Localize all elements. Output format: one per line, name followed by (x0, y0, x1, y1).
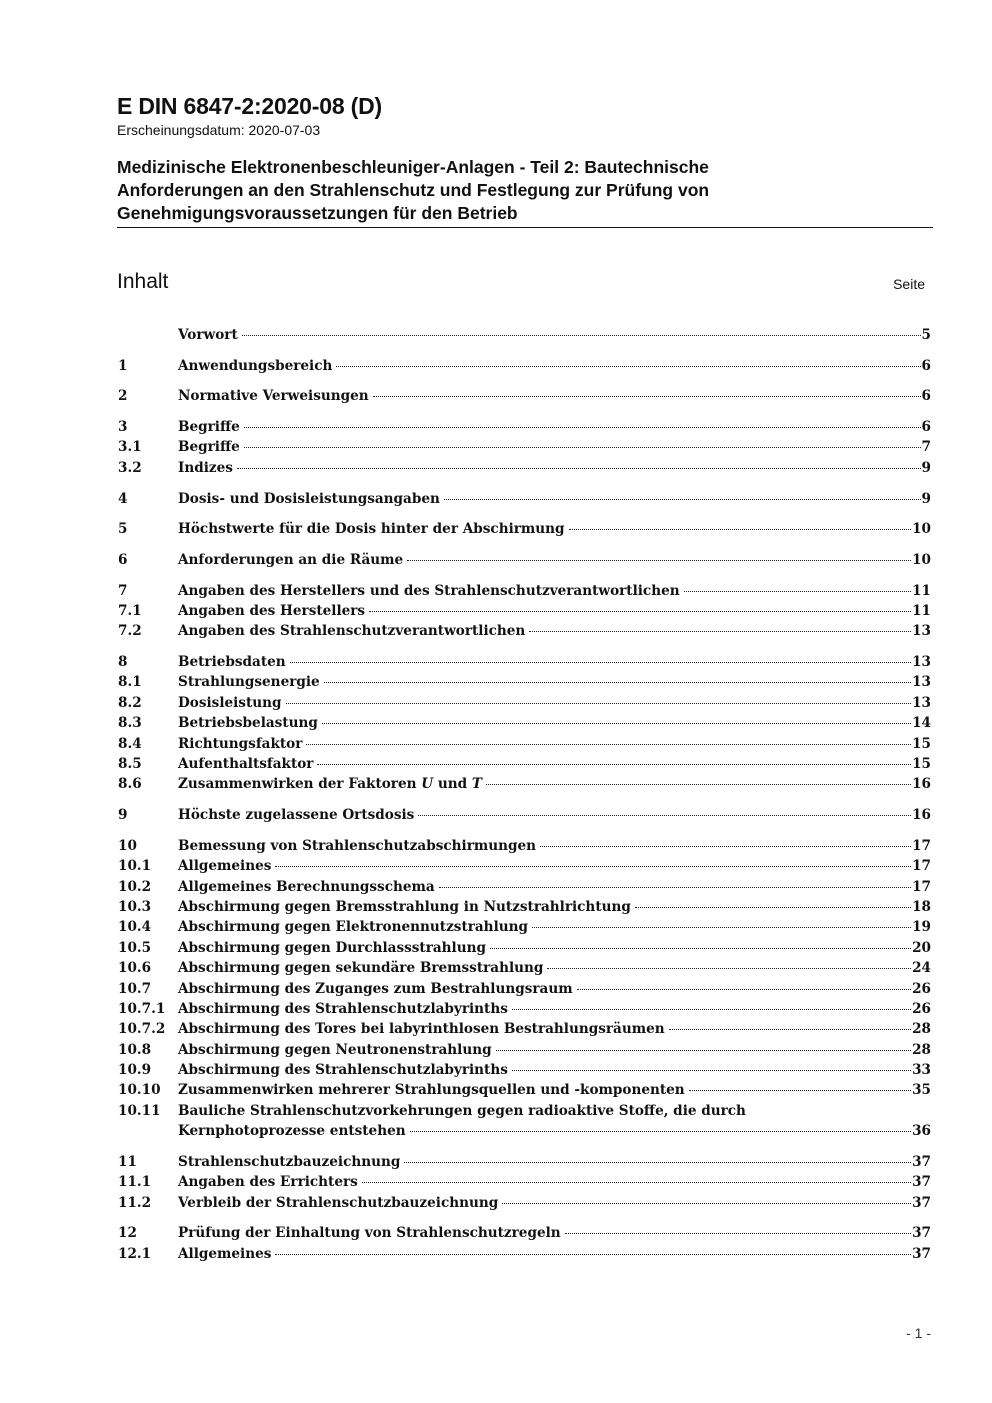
toc-entry-line (178, 652, 931, 672)
toc-entry-number: 10.6 (118, 960, 152, 977)
toc-entry-line (178, 1193, 931, 1213)
toc-entry-line (178, 1080, 931, 1100)
toc-entry[interactable] (117, 1019, 931, 1039)
toc-entry-label: Dosisleistung (178, 694, 282, 711)
toc-entry-number: 6 (118, 551, 128, 568)
dot-leader (689, 1089, 911, 1091)
toc-entry-number: 7.2 (118, 623, 142, 640)
toc-entry-number: 9 (118, 807, 128, 824)
toc-entry-page: 37 (912, 1245, 931, 1262)
toc-entry[interactable] (117, 938, 931, 958)
toc-entry-page: 13 (912, 674, 931, 691)
toc-entry-label: Angaben des Strahlenschutzverantwortlichen (178, 623, 526, 640)
dot-leader (362, 1181, 911, 1183)
toc-entry-page: 17 (912, 858, 931, 875)
toc-entry-label: Abschirmung des Tores bei labyrinthlosen Bestrahlungsräumen (178, 1021, 665, 1038)
toc-entry-label: Strahlungsenergie (178, 674, 320, 691)
toc-entry-line (178, 999, 931, 1019)
toc-entry[interactable] (117, 672, 931, 692)
toc-entry-label: Anwendungsbereich (178, 357, 333, 374)
toc-entry-number: 10.10 (118, 1082, 161, 1099)
dot-leader (418, 814, 911, 816)
document-id: E DIN 6847-2:2020-08 (D) (117, 93, 382, 119)
toc-entry-number: 7 (118, 582, 128, 599)
toc-entry-line (178, 877, 931, 897)
toc-entry-number: 8.1 (118, 674, 142, 691)
toc-entry-number: 8.3 (118, 715, 142, 732)
dot-leader (486, 783, 911, 785)
toc-entry-label: Betriebsdaten (178, 654, 286, 671)
toc-entry-line (178, 754, 931, 774)
toc-entry[interactable] (117, 1152, 931, 1172)
toc-entry-line (178, 621, 931, 641)
dot-leader (404, 1161, 911, 1163)
toc-entry-label: Begriffe (178, 439, 240, 456)
toc-entry-number: 11.2 (118, 1194, 152, 1211)
dot-leader (532, 926, 911, 928)
dot-leader (502, 1202, 911, 1204)
dot-leader (317, 763, 911, 765)
toc-entry[interactable] (117, 437, 931, 457)
toc-entry[interactable] (117, 581, 931, 601)
toc-entry[interactable] (117, 693, 931, 713)
toc-entry-number: 8 (118, 654, 128, 671)
toc-entry[interactable] (117, 774, 931, 794)
toc-entry-line (178, 734, 931, 754)
toc-entry-number: 8.6 (118, 776, 142, 793)
publication-date: Erscheinungsdatum: 2020-07-03 (117, 122, 321, 138)
toc-entry-number: 8.5 (118, 756, 142, 773)
dot-leader (635, 906, 911, 908)
dot-leader (322, 722, 911, 724)
toc-entry-label: Zusammenwirken der Faktoren U und T (178, 776, 482, 793)
table-of-contents (117, 325, 931, 1264)
document-title (117, 156, 933, 228)
toc-entry-page: 35 (912, 1082, 931, 1099)
toc-entry-page: 13 (912, 694, 931, 711)
dot-leader (244, 446, 921, 448)
toc-entry-line (178, 1040, 931, 1060)
toc-entry-line (178, 1244, 931, 1264)
toc-entry[interactable] (117, 621, 931, 641)
toc-entry-line (178, 856, 931, 876)
toc-entry-page: 19 (912, 919, 931, 936)
toc-entry-page: 13 (912, 623, 931, 640)
toc-entry-label: Anforderungen an die Räume (178, 551, 404, 568)
toc-entry-number: 8.4 (118, 735, 142, 752)
toc-entry-page: 11 (912, 582, 931, 599)
toc-entry-line (178, 489, 931, 509)
toc-entry-line (178, 581, 931, 601)
toc-entry-line (178, 1060, 931, 1080)
dot-leader (529, 630, 911, 632)
toc-entry-page: 11 (912, 602, 931, 619)
toc-entry-label: Verbleib der Strahlenschutzbauzeichnung (178, 1194, 499, 1211)
toc-entry-number: 10.11 (118, 1102, 161, 1119)
dot-leader (512, 1008, 911, 1010)
dot-leader (244, 426, 921, 428)
toc-entry-number: 3.2 (118, 459, 142, 476)
dot-leader (306, 743, 911, 745)
dot-leader (275, 1253, 911, 1255)
toc-entry-label: Allgemeines (178, 858, 272, 875)
dot-leader (577, 988, 911, 990)
toc-entry[interactable] (117, 836, 931, 856)
toc-entry-label: Höchstwerte für die Dosis hinter der Abschirmung (178, 521, 565, 538)
toc-entry-number: 10.7.1 (118, 1000, 166, 1017)
toc-entry-page: 36 (912, 1123, 931, 1140)
toc-entry[interactable] (117, 754, 931, 774)
toc-entry[interactable] (117, 979, 931, 999)
toc-entry-line (178, 897, 931, 917)
toc-entry[interactable] (117, 856, 931, 876)
title-line: Genehmigungsvoraussetzungen für den Betrieb (117, 203, 518, 223)
toc-entry-label: Abschirmung des Strahlenschutzlabyrinths (178, 1000, 508, 1017)
toc-entry-line (178, 1152, 931, 1172)
toc-entry-number: 10.7 (118, 980, 152, 997)
toc-entry[interactable] (117, 458, 931, 478)
toc-entry[interactable] (117, 1244, 931, 1264)
dot-leader (290, 661, 911, 663)
toc-entry-line (178, 458, 931, 478)
toc-entry-page: 7 (921, 439, 931, 456)
dot-leader (237, 467, 921, 469)
toc-entry[interactable] (117, 519, 931, 539)
toc-entry[interactable] (117, 958, 931, 978)
toc-entry-number: 10.1 (118, 858, 152, 875)
toc-entry-number: 10.2 (118, 878, 152, 895)
toc-entry[interactable] (117, 1193, 931, 1213)
toc-entry-label: Aufenthaltsfaktor (178, 756, 314, 773)
toc-entry[interactable] (117, 713, 931, 733)
toc-entry-label: Vorwort (178, 327, 238, 343)
toc-entry-label: Allgemeines Berechnungsschema (178, 878, 435, 895)
dot-leader (569, 528, 912, 530)
toc-entry-number: 1 (118, 357, 128, 374)
dot-leader (444, 498, 921, 500)
dot-leader (496, 1049, 911, 1051)
title-line: Medizinische Elektronenbeschleuniger-Anlagen - Teil 2: Bautechnische (117, 157, 709, 177)
toc-entry-number: 10.3 (118, 898, 152, 915)
dot-leader (512, 1069, 911, 1071)
toc-entry-line (178, 386, 931, 406)
toc-entry-number: 10.9 (118, 1062, 152, 1079)
dot-leader (669, 1028, 911, 1030)
dot-leader (369, 610, 911, 612)
page-column-label: Seite (893, 276, 925, 292)
contents-heading: Inhalt (117, 270, 169, 293)
toc-entry-label: Allgemeines (178, 1245, 272, 1262)
dot-leader (684, 590, 911, 592)
toc-entry[interactable] (117, 1040, 931, 1060)
toc-entry[interactable] (117, 999, 931, 1019)
toc-entry-label: Abschirmung des Zuganges zum Bestrahlungsraum (178, 980, 573, 997)
toc-entry-line (178, 672, 931, 692)
toc-entry-page: 33 (912, 1062, 931, 1079)
toc-entry-page: 6 (921, 357, 931, 374)
toc-entry-number: 8.2 (118, 694, 142, 711)
toc-entry-number: 11 (118, 1153, 137, 1170)
toc-entry[interactable] (117, 417, 931, 437)
toc-entry-line (178, 1019, 931, 1039)
toc-entry-line (178, 938, 931, 958)
toc-entry-number: 2 (118, 388, 128, 405)
toc-entry-number: 10 (118, 837, 137, 854)
toc-entry-line (178, 417, 931, 437)
toc-entry-page: 9 (921, 459, 931, 476)
toc-entry-page: 37 (912, 1153, 931, 1170)
toc-entry[interactable] (117, 386, 931, 406)
dot-leader (439, 886, 911, 888)
dot-leader (275, 865, 911, 867)
toc-entry[interactable] (117, 917, 931, 937)
toc-entry-page: 6 (921, 419, 931, 436)
toc-entry-label: Abschirmung gegen Neutronenstrahlung (178, 1041, 492, 1058)
toc-entry-label: Bemessung von Strahlenschutzabschirmungen (178, 837, 537, 854)
toc-entry-page: 26 (912, 980, 931, 997)
toc-entry-line (178, 437, 931, 457)
toc-entry-label: Betriebsbelastung (178, 715, 318, 732)
toc-entry-page: 16 (912, 776, 931, 793)
toc-entry-line (178, 1121, 931, 1141)
toc-entry-label: Höchste zugelassene Ortsdosis (178, 807, 415, 824)
dot-leader (565, 1232, 911, 1234)
toc-entry[interactable] (117, 877, 931, 897)
toc-entry-label: Indizes (178, 459, 233, 476)
toc-entry-label: Begriffe (178, 419, 240, 436)
toc-entry[interactable] (117, 652, 931, 672)
toc-entry-line (178, 550, 931, 570)
toc-entry-number: 7.1 (118, 602, 142, 619)
toc-entry-number: 5 (118, 521, 128, 538)
toc-entry-page: 17 (912, 837, 931, 854)
dot-leader (540, 845, 911, 847)
toc-entry[interactable] (117, 356, 931, 376)
toc-entry-number: 12 (118, 1225, 137, 1242)
toc-entry[interactable] (117, 1223, 931, 1243)
toc-entry-page: 37 (912, 1225, 931, 1242)
toc-entry-line (178, 774, 931, 794)
toc-entry-line (178, 917, 931, 937)
toc-entry-line (178, 519, 931, 539)
toc-entry-page: 37 (912, 1194, 931, 1211)
toc-entry-label: Prüfung der Einhaltung von Strahlenschutzregeln (178, 1225, 561, 1242)
toc-entry-number: 4 (118, 490, 128, 507)
toc-entry-label: Richtungsfaktor (178, 735, 303, 752)
toc-entry[interactable] (117, 734, 931, 754)
contents-header (117, 268, 925, 298)
toc-entry-page: 26 (912, 1000, 931, 1017)
toc-entry-label: Bauliche Strahlenschutzvorkehrungen gegen radioaktive Stoffe, die durch (178, 1102, 746, 1119)
dot-leader (410, 1130, 911, 1132)
dot-leader (373, 395, 921, 397)
dot-leader (547, 967, 911, 969)
toc-entry[interactable] (117, 1060, 931, 1080)
toc-entry[interactable] (117, 325, 931, 345)
toc-entry-number: 10.8 (118, 1041, 152, 1058)
title-line: Anforderungen an den Strahlenschutz und Festlegung zur Prüfung von (117, 180, 710, 200)
toc-entry[interactable] (117, 1101, 931, 1121)
dot-leader (242, 334, 921, 336)
toc-entry-page: 14 (912, 715, 931, 732)
toc-entry-number: 11.1 (118, 1174, 152, 1191)
toc-entry-page: 5 (921, 327, 931, 343)
toc-entry-label: Abschirmung gegen Elektronennutzstrahlung (178, 919, 529, 936)
toc-entry-label: Abschirmung gegen Bremsstrahlung in Nutzstrahlrichtung (178, 898, 631, 915)
toc-entry-line (178, 1101, 931, 1121)
toc-entry-label: Angaben des Errichters (178, 1174, 358, 1191)
toc-entry[interactable] (117, 601, 931, 621)
toc-entry-page: 24 (912, 960, 931, 977)
toc-entry-label-continued: Kernphotoprozesse entstehen (178, 1123, 406, 1140)
toc-entry-label: Abschirmung des Strahlenschutzlabyrinths (178, 1062, 508, 1079)
toc-entry-line (178, 356, 931, 376)
toc-entry-line (178, 836, 931, 856)
toc-entry-page: 9 (921, 490, 931, 507)
toc-entry[interactable] (117, 1172, 931, 1192)
toc-entry-page: 16 (912, 807, 931, 824)
dot-leader (336, 365, 920, 367)
toc-entry-page: 15 (912, 756, 931, 773)
toc-entry-line (178, 805, 931, 825)
toc-entry-line (178, 325, 931, 345)
toc-entry-label: Dosis- und Dosisleistungsangaben (178, 490, 440, 507)
toc-entry-page: 18 (912, 898, 931, 915)
toc-entry[interactable] (117, 489, 931, 509)
toc-entry[interactable] (117, 897, 931, 917)
toc-entry-number: 3.1 (118, 439, 142, 456)
toc-entry-label: Strahlenschutzbauzeichnung (178, 1153, 401, 1170)
toc-entry-page: 17 (912, 878, 931, 895)
toc-entry-page: 28 (912, 1041, 931, 1058)
toc-entry-label: Angaben des Herstellers (178, 602, 366, 619)
toc-entry-label: Abschirmung gegen Durchlassstrahlung (178, 939, 486, 956)
toc-entry-number: 10.5 (118, 939, 152, 956)
toc-entry-line (178, 1172, 931, 1192)
toc-entry-line (178, 979, 931, 999)
toc-entry-line (178, 1223, 931, 1243)
toc-entry-label: Angaben des Herstellers und des Strahlenschutzverantwortlichen (178, 582, 680, 599)
toc-entry-page: 6 (921, 388, 931, 405)
toc-entry-number: 10.4 (118, 919, 152, 936)
toc-entry-label: Normative Verweisungen (178, 388, 369, 405)
toc-entry-line (178, 958, 931, 978)
toc-entry-number: 12.1 (118, 1245, 152, 1262)
toc-entry-page: 10 (912, 551, 931, 568)
toc-entry-page: 15 (912, 735, 931, 752)
toc-entry-page: 10 (912, 521, 931, 538)
dot-leader (286, 702, 912, 704)
toc-entry-line (178, 713, 931, 733)
toc-entry-number: 10.7.2 (118, 1021, 166, 1038)
dot-leader (324, 681, 911, 683)
toc-entry-page: 37 (912, 1174, 931, 1191)
dot-leader (407, 559, 911, 561)
toc-entry-line (178, 601, 931, 621)
toc-entry[interactable] (117, 1080, 931, 1100)
document-header (117, 92, 933, 228)
toc-entry[interactable] (117, 550, 931, 570)
toc-entry-page: 28 (912, 1021, 931, 1038)
toc-entry-number: 3 (118, 419, 128, 436)
toc-entry-page: 13 (912, 654, 931, 671)
toc-entry[interactable] (117, 805, 931, 825)
toc-entry-page: 20 (912, 939, 931, 956)
toc-entry-label: Zusammenwirken mehrerer Strahlungsquellen und -komponenten (178, 1082, 685, 1099)
toc-entry-line (178, 693, 931, 713)
page-number: - 1 - (906, 1325, 931, 1341)
toc-entry-label: Abschirmung gegen sekundäre Bremsstrahlung (178, 960, 544, 977)
toc-entry-continuation[interactable] (117, 1121, 931, 1141)
dot-leader (490, 947, 911, 949)
